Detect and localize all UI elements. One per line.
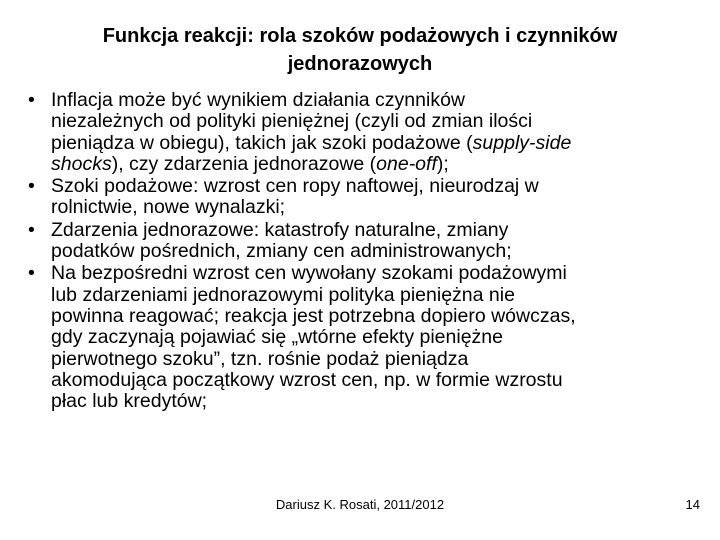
text-run: pieniądza w obiegu), takich jak szoki podażowe ( (51, 131, 473, 154)
bullet-marker: • (28, 89, 35, 111)
bullet-list (28, 90, 700, 413)
bullet-text-line (51, 327, 700, 348)
bullet-text-line (51, 154, 700, 175)
italic-term: shocks (51, 152, 112, 175)
bullet-text-line (51, 111, 700, 132)
text-run: podatków pośrednich, zmiany cen administrowanych; (51, 240, 512, 263)
bullet-item (28, 263, 700, 412)
bullet-text-line (51, 391, 700, 412)
bullet-text-line (51, 241, 700, 262)
bullet-text-line (51, 306, 700, 327)
title-line-1: Funkcja reakcji: rola szoków podażowych i czynników (102, 25, 618, 47)
bullet-marker: • (28, 218, 35, 241)
bullet-item (28, 220, 700, 263)
bullet-marker: • (28, 175, 35, 198)
text-run: ), czy zdarzenia jednorazowe ( (111, 152, 377, 175)
text-run: płac lub kredytów; (51, 390, 208, 413)
bullet-item (28, 176, 700, 219)
text-run: pierwotnego szoku”, tzn. rośnie podaż pieniądza (51, 347, 469, 370)
bullet-item (28, 90, 700, 175)
bullet-text-line (51, 90, 700, 111)
text-run: ); (436, 152, 449, 175)
text-run: gdy zaczynają pojawiać się „wtórne efekty pieniężne (51, 326, 503, 349)
text-run: Inflacja może być wynikiem działania czynników (51, 89, 466, 111)
bullet-text-line (51, 197, 700, 218)
page-number: 14 (685, 497, 700, 512)
text-run: Zdarzenia jednorazowe: katastrofy naturalne, zmiany (51, 218, 509, 241)
text-run: Na bezpośredni wzrost cen wywołany szokami podażowymi (51, 262, 567, 285)
italic-term: supply-side (472, 131, 572, 154)
italic-term: one-off (376, 152, 437, 175)
footer-author: Dariusz K. Rosati, 2011/2012 (275, 497, 445, 512)
text-run: niezależnych od polityki pieniężnej (czyli od zmian ilości (51, 110, 533, 133)
bullet-text-line (51, 349, 700, 370)
text-run: lub zdarzeniami jednorazowymi polityka pieniężna nie (51, 283, 515, 306)
bullet-text-line (51, 285, 700, 306)
text-run: Szoki podażowe: wzrost cen ropy naftowej, nieurodzaj w (51, 175, 539, 198)
bullet-marker: • (28, 262, 35, 285)
text-run: akomodująca początkowy wzrost cen, np. w formie wzrostu (51, 368, 563, 391)
slide-title (40, 22, 680, 78)
bullet-text-line (51, 263, 700, 284)
bullet-text-line (51, 370, 700, 391)
bullet-text-line (51, 133, 700, 154)
text-run: powinna reagować; reakcja jest potrzebna dopiero wówczas, (51, 304, 576, 327)
text-run: rolnictwie, nowe wynalazki; (51, 196, 286, 219)
bullet-text-line (51, 176, 700, 197)
title-line-2: jednorazowych (287, 53, 433, 75)
bullet-text-line (51, 220, 700, 241)
